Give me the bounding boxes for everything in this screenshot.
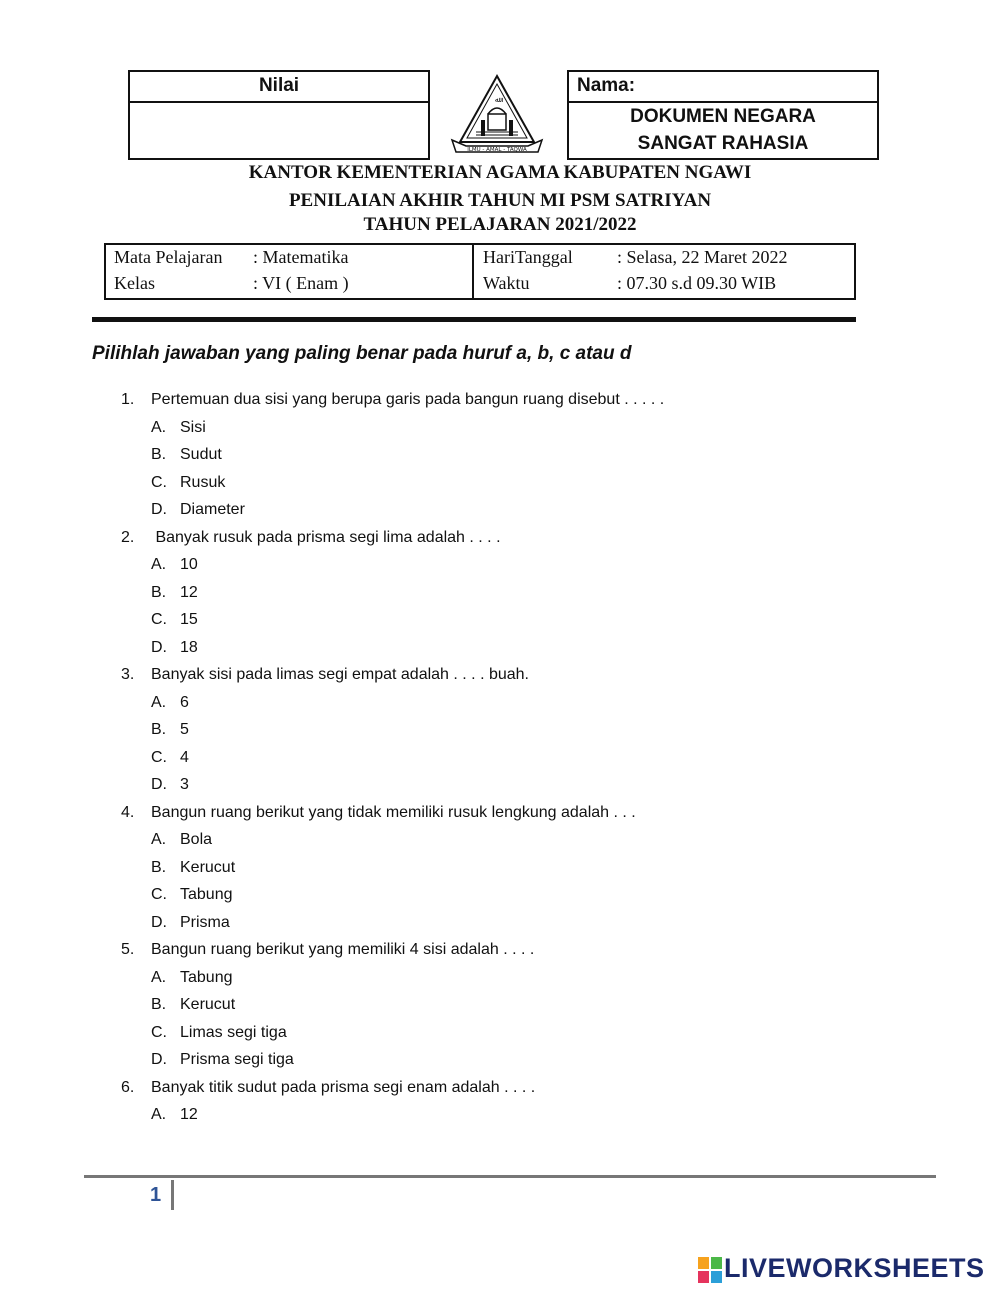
option-letter: A. — [151, 969, 167, 986]
question-number: 1. — [121, 391, 135, 408]
nilai-box — [128, 70, 430, 160]
option-text[interactable]: Sisi — [180, 419, 206, 436]
svg-text:ILMU - AMAL - TAQWA: ILMU - AMAL - TAQWA — [467, 147, 527, 153]
option-text[interactable]: 5 — [180, 721, 189, 738]
option-letter: D. — [151, 639, 167, 656]
option-text[interactable]: 15 — [180, 611, 198, 628]
option-text[interactable]: Tabung — [180, 969, 233, 986]
option-letter: B. — [151, 446, 167, 463]
footer-rule — [84, 1175, 936, 1178]
question-text: Bangun ruang berikut yang tidak memiliki rusuk lengkung adalah . . . — [151, 804, 636, 821]
option-letter: B. — [151, 859, 167, 876]
question-text: Banyak sisi pada limas segi empat adalah . . . . buah. — [151, 666, 529, 683]
title-line1: KANTOR KEMENTERIAN AGAMA KABUPATEN NGAWI — [248, 162, 752, 183]
option-text[interactable]: 18 — [180, 639, 198, 656]
option-letter: C. — [151, 749, 167, 766]
option-text[interactable]: Limas segi tiga — [180, 1024, 287, 1041]
option-text[interactable]: Bola — [180, 831, 213, 848]
header-divider — [92, 317, 856, 322]
option-text[interactable]: 6 — [180, 694, 189, 711]
footer-separator — [171, 1180, 174, 1210]
title-line2: PENILAIAN AKHIR TAHUN MI PSM SATRIYAN — [288, 190, 712, 211]
date-label: HariTanggal — [483, 247, 573, 267]
class-value: : VI ( Enam ) — [253, 273, 349, 293]
option-text[interactable]: Diameter — [180, 501, 245, 518]
option-letter: B. — [151, 584, 167, 601]
option-text[interactable]: Kerucut — [180, 996, 236, 1013]
option-text[interactable]: 3 — [180, 776, 189, 793]
question-text: Bangun ruang berikut yang memiliki 4 sisi adalah . . . . — [151, 941, 535, 958]
time-value: : 07.30 s.d 09.30 WIB — [617, 273, 777, 293]
option-letter: A. — [151, 694, 167, 711]
liveworksheets-logo-icon — [698, 1257, 722, 1283]
instruction: Pilihlah jawaban yang paling benar pada huruf a, b, c atau d — [92, 343, 632, 364]
option-letter: D. — [151, 776, 167, 793]
nama-box — [567, 70, 879, 160]
option-letter: B. — [151, 721, 167, 738]
time-label: Waktu — [483, 273, 530, 293]
option-text[interactable]: 12 — [180, 1106, 198, 1123]
question-number: 3. — [121, 666, 135, 683]
option-text[interactable]: Prisma — [180, 914, 230, 931]
page-number: 1 — [150, 1184, 162, 1206]
option-letter: A. — [151, 556, 167, 573]
option-text[interactable]: 12 — [180, 584, 198, 601]
option-letter: D. — [151, 1051, 167, 1068]
question-text: Banyak rusuk pada prisma segi lima adalah . . . . — [151, 529, 501, 546]
option-text[interactable]: Kerucut — [180, 859, 236, 876]
option-text[interactable]: 10 — [180, 556, 198, 573]
option-letter: C. — [151, 611, 167, 628]
option-letter: A. — [151, 831, 167, 848]
option-text[interactable]: 4 — [180, 749, 189, 766]
question-number: 5. — [121, 941, 135, 958]
option-text[interactable]: Tabung — [180, 886, 233, 903]
question-number: 4. — [121, 804, 135, 821]
class-label: Kelas — [114, 273, 155, 293]
subject-value: : Matematika — [253, 247, 349, 267]
date-value: : Selasa, 22 Maret 2022 — [617, 247, 788, 267]
info-table — [104, 243, 856, 300]
svg-text:ﷲ: ﷲ — [494, 96, 500, 104]
option-letter: C. — [151, 474, 167, 491]
subject-label: Mata Pelajaran — [114, 247, 223, 267]
option-letter: B. — [151, 996, 167, 1013]
option-letter: A. — [151, 419, 167, 436]
question-number: 2. — [121, 529, 135, 546]
option-letter: D. — [151, 501, 167, 518]
ministry-emblem-icon — [448, 72, 546, 160]
question-text: Pertemuan dua sisi yang berupa garis pada bangun ruang disebut . . . . . — [151, 391, 665, 408]
option-text[interactable]: Prisma segi tiga — [180, 1051, 294, 1068]
classification-line1: DOKUMEN NEGARA — [630, 106, 816, 127]
classification-line2: SANGAT RAHASIA — [637, 133, 809, 154]
title-line3: TAHUN PELAJARAN 2021/2022 — [363, 214, 637, 235]
nama-label: Nama: — [577, 75, 636, 96]
option-letter: C. — [151, 1024, 167, 1041]
nilai-label: Nilai — [258, 75, 300, 96]
option-text[interactable]: Sudut — [180, 446, 222, 463]
option-letter: D. — [151, 914, 167, 931]
option-letter: C. — [151, 886, 167, 903]
brand-text: LIVEWORKSHEETS — [724, 1253, 985, 1283]
question-text: Banyak titik sudut pada prisma segi enam adalah . . . . — [151, 1079, 536, 1096]
option-letter: A. — [151, 1106, 167, 1123]
option-text[interactable]: Rusuk — [180, 474, 226, 491]
question-number: 6. — [121, 1079, 135, 1096]
